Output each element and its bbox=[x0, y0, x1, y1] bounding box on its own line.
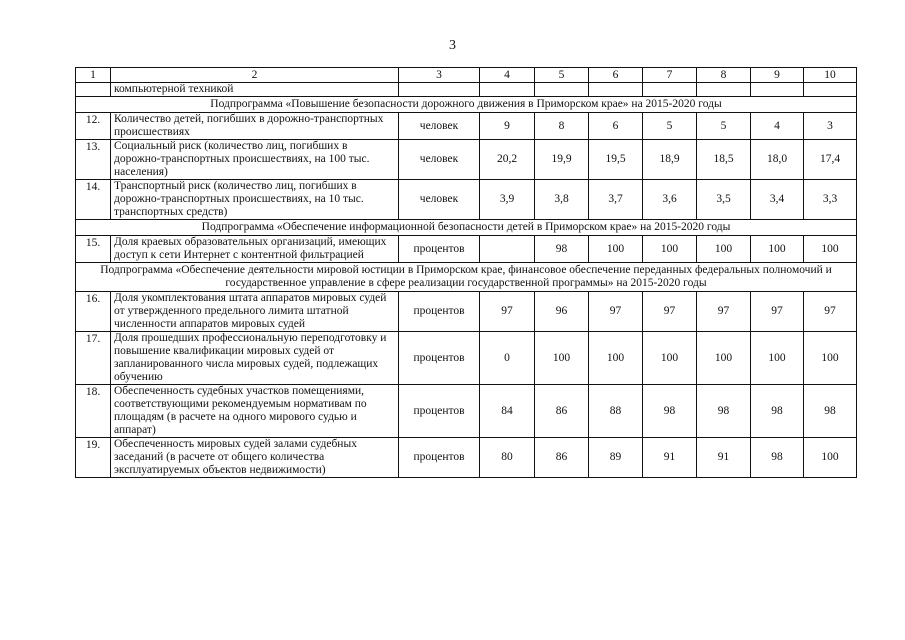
value-cell: 3,9 bbox=[480, 180, 535, 220]
table-body bbox=[76, 68, 857, 478]
indicator-description: Доля укомплектования штата аппаратов мировых судей от утвержденного предельного лимита штатной численности аппаратов мировых судей bbox=[111, 292, 399, 332]
value-cell: 98 bbox=[751, 385, 804, 438]
row-number: 15. bbox=[76, 236, 111, 263]
header-cell: 9 bbox=[751, 68, 804, 83]
unit-cell: процентов bbox=[399, 385, 480, 438]
value-cell: 19,5 bbox=[589, 140, 643, 180]
value-cell: 98 bbox=[751, 438, 804, 478]
indicator-description: Обеспеченность судебных участков помещениями, соответствующими рекомендуемым нормативам по площадям (в расчете на одного мирового судью и аппарат) bbox=[111, 385, 399, 438]
row-number: 17. bbox=[76, 332, 111, 385]
cell-empty bbox=[535, 83, 589, 97]
cell-empty bbox=[697, 83, 751, 97]
section-row bbox=[76, 220, 857, 236]
value-cell: 100 bbox=[589, 236, 643, 263]
value-cell: 97 bbox=[643, 292, 697, 332]
value-cell: 100 bbox=[643, 332, 697, 385]
table-row bbox=[76, 438, 857, 478]
value-cell: 18,0 bbox=[751, 140, 804, 180]
value-cell: 98 bbox=[643, 385, 697, 438]
header-cell: 10 bbox=[804, 68, 857, 83]
value-cell: 4 bbox=[751, 113, 804, 140]
unit-cell: процентов bbox=[399, 332, 480, 385]
section-row bbox=[76, 263, 857, 292]
indicator-description: Количество детей, погибших в дорожно-транспортных происшествиях bbox=[111, 113, 399, 140]
value-cell: 3,5 bbox=[697, 180, 751, 220]
section-title: Подпрограмма «Повышение безопасности дорожного движения в Приморском крае» на 2015-2020 годы bbox=[76, 97, 857, 113]
cell-empty bbox=[589, 83, 643, 97]
unit-cell: человек bbox=[399, 140, 480, 180]
header-cell: 3 bbox=[399, 68, 480, 83]
header-cell: 6 bbox=[589, 68, 643, 83]
value-cell: 3,8 bbox=[535, 180, 589, 220]
value-cell: 97 bbox=[751, 292, 804, 332]
table-row bbox=[76, 180, 857, 220]
row-number: 12. bbox=[76, 113, 111, 140]
unit-cell: человек bbox=[399, 180, 480, 220]
value-cell: 100 bbox=[697, 332, 751, 385]
header-cell: 5 bbox=[535, 68, 589, 83]
row-number: 14. bbox=[76, 180, 111, 220]
value-cell: 96 bbox=[535, 292, 589, 332]
header-cell: 4 bbox=[480, 68, 535, 83]
page-number: 3 bbox=[449, 38, 456, 53]
value-cell: 100 bbox=[643, 236, 697, 263]
indicator-description: Социальный риск (количество лиц, погибших в дорожно-транспортных происшествиях, на 100 тыс. населения) bbox=[111, 140, 399, 180]
header-cell: 7 bbox=[643, 68, 697, 83]
cell-empty bbox=[643, 83, 697, 97]
value-cell: 91 bbox=[643, 438, 697, 478]
header-cell: 8 bbox=[697, 68, 751, 83]
value-cell: 100 bbox=[804, 236, 857, 263]
table-row bbox=[76, 385, 857, 438]
value-cell: 5 bbox=[697, 113, 751, 140]
value-cell: 98 bbox=[697, 385, 751, 438]
indicator-description: Обеспеченность мировых судей залами судебных заседаний (в расчете от общего количества эксплуатируемых объектов недвижимости) bbox=[111, 438, 399, 478]
cell-empty bbox=[399, 83, 480, 97]
unit-cell: процентов bbox=[399, 292, 480, 332]
section-row bbox=[76, 97, 857, 113]
value-cell bbox=[480, 236, 535, 263]
value-cell: 100 bbox=[589, 332, 643, 385]
unit-cell: процентов bbox=[399, 236, 480, 263]
row-number: 13. bbox=[76, 140, 111, 180]
value-cell: 100 bbox=[804, 332, 857, 385]
value-cell: 97 bbox=[804, 292, 857, 332]
value-cell: 3,4 bbox=[751, 180, 804, 220]
header-cell: 1 bbox=[76, 68, 111, 83]
value-cell: 98 bbox=[535, 236, 589, 263]
table-row bbox=[76, 236, 857, 263]
header-row bbox=[76, 68, 857, 83]
cell-empty bbox=[804, 83, 857, 97]
cell-empty bbox=[76, 83, 111, 97]
continuation-text: компьютерной техникой bbox=[111, 83, 399, 97]
value-cell: 3,7 bbox=[589, 180, 643, 220]
value-cell: 3,3 bbox=[804, 180, 857, 220]
value-cell: 5 bbox=[643, 113, 697, 140]
value-cell: 17,4 bbox=[804, 140, 857, 180]
row-number: 16. bbox=[76, 292, 111, 332]
cell-empty bbox=[480, 83, 535, 97]
value-cell: 0 bbox=[480, 332, 535, 385]
indicators-table bbox=[75, 67, 857, 478]
value-cell: 91 bbox=[697, 438, 751, 478]
header-cell: 2 bbox=[111, 68, 399, 83]
value-cell: 3 bbox=[804, 113, 857, 140]
table-row bbox=[76, 140, 857, 180]
row-number: 18. bbox=[76, 385, 111, 438]
value-cell: 98 bbox=[804, 385, 857, 438]
table-row bbox=[76, 332, 857, 385]
indicator-description: Доля прошедших профессиональную переподготовку и повышение квалификации мировых судей от запланированного числа мировых судей, подлежащих обучению bbox=[111, 332, 399, 385]
value-cell: 84 bbox=[480, 385, 535, 438]
section-title: Подпрограмма «Обеспечение информационной безопасности детей в Приморском крае» на 2015-2020 годы bbox=[76, 220, 857, 236]
value-cell: 86 bbox=[535, 385, 589, 438]
value-cell: 8 bbox=[535, 113, 589, 140]
value-cell: 6 bbox=[589, 113, 643, 140]
section-title: Подпрограмма «Обеспечение деятельности мировой юстиции в Приморском крае, финансовое обеспечение переданных федеральных полномочий и государственное управление в сфере реализации государственной программы» на 2015-2020 годы bbox=[76, 263, 857, 292]
value-cell: 18,9 bbox=[643, 140, 697, 180]
table-row bbox=[76, 292, 857, 332]
value-cell: 100 bbox=[804, 438, 857, 478]
indicator-description: Транспортный риск (количество лиц, погибших в дорожно-транспортных происшествиях, на 10 тыс. транспортных средств) bbox=[111, 180, 399, 220]
value-cell: 97 bbox=[589, 292, 643, 332]
value-cell: 100 bbox=[751, 236, 804, 263]
value-cell: 89 bbox=[589, 438, 643, 478]
value-cell: 86 bbox=[535, 438, 589, 478]
unit-cell: процентов bbox=[399, 438, 480, 478]
value-cell: 88 bbox=[589, 385, 643, 438]
value-cell: 9 bbox=[480, 113, 535, 140]
value-cell: 3,6 bbox=[643, 180, 697, 220]
unit-cell: человек bbox=[399, 113, 480, 140]
table-row bbox=[76, 113, 857, 140]
value-cell: 97 bbox=[697, 292, 751, 332]
value-cell: 18,5 bbox=[697, 140, 751, 180]
value-cell: 20,2 bbox=[480, 140, 535, 180]
value-cell: 97 bbox=[480, 292, 535, 332]
row-number: 19. bbox=[76, 438, 111, 478]
value-cell: 19,9 bbox=[535, 140, 589, 180]
value-cell: 100 bbox=[535, 332, 589, 385]
value-cell: 100 bbox=[697, 236, 751, 263]
value-cell: 100 bbox=[751, 332, 804, 385]
indicator-description: Доля краевых образовательных организаций, имеющих доступ к сети Интернет с контентной фильтрацией bbox=[111, 236, 399, 263]
value-cell: 80 bbox=[480, 438, 535, 478]
continuation-row bbox=[76, 83, 857, 97]
cell-empty bbox=[751, 83, 804, 97]
